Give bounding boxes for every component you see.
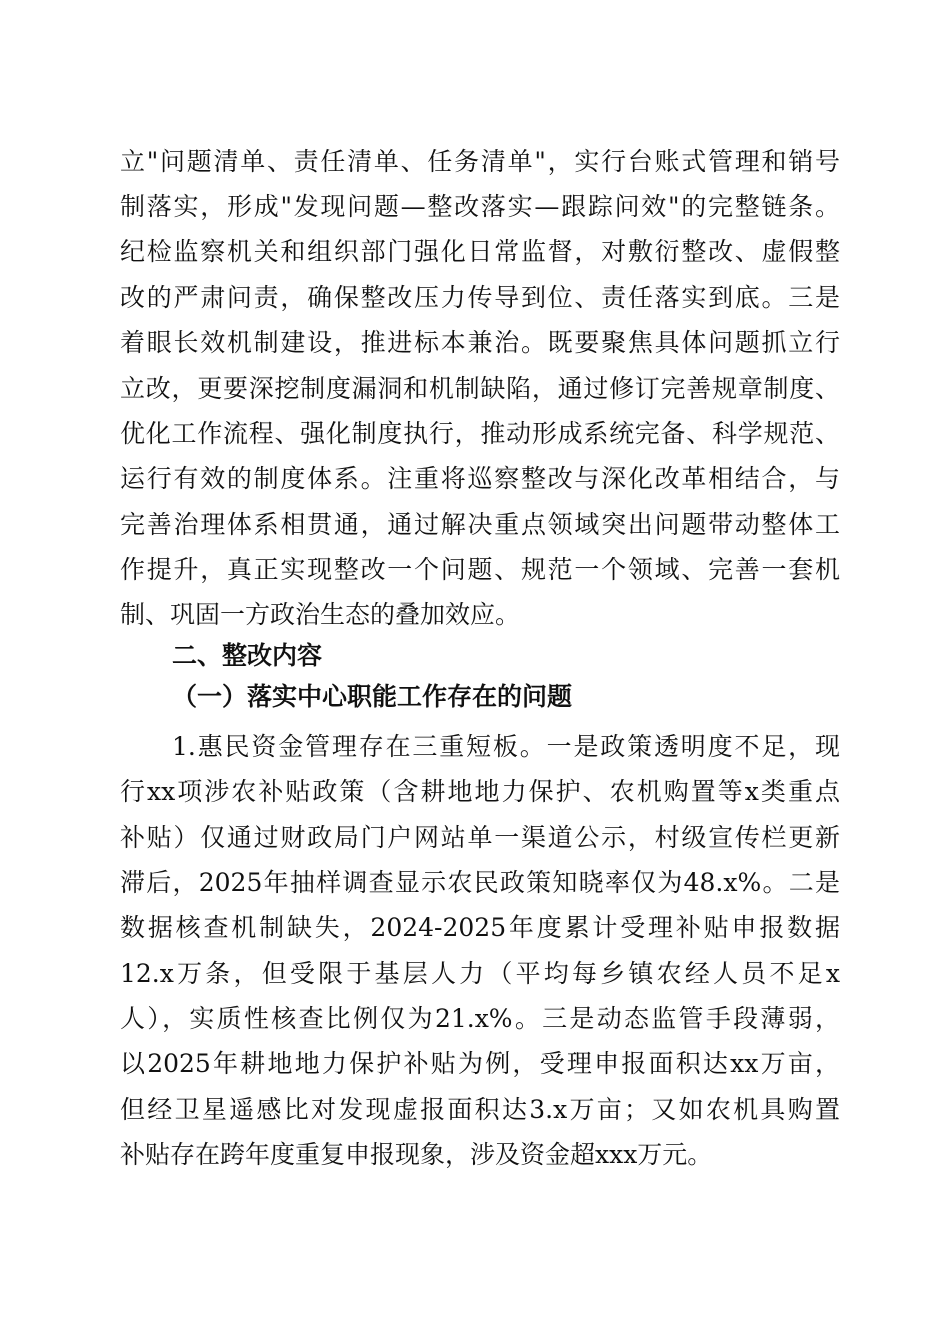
paragraph-2-line-9: 但经卫星遥感比对发现虚报面积达3.x万亩；又如农机具购置 <box>120 1095 840 1124</box>
paragraph-1-line-7: 优化工作流程、强化制度执行，推动形成系统完备、科学规范、 <box>120 419 840 448</box>
paragraph-1-line-5: 着眼长效机制建设，推进标本兼治。既要聚焦具体问题抓立行 <box>120 328 840 357</box>
paragraph-2-line-8: 以2025年耕地地力保护补贴为例，受理申报面积达xx万亩， <box>120 1049 840 1078</box>
paragraph-1-line-3: 纪检监察机关和组织部门强化日常监督，对敷衍整改、虚假整 <box>120 237 840 266</box>
paragraph-2-line-7: 人），实质性核查比例仅为21.x%。三是动态监管手段薄弱， <box>120 1004 840 1033</box>
paragraph-2-line-4: 滞后，2025年抽样调查显示农民政策知晓率仅为48.x%。二是 <box>120 868 840 897</box>
paragraph-1-line-1: 立"问题清单、责任清单、任务清单"，实行台账式管理和销号 <box>120 147 840 176</box>
paragraph-2-line-2: 行xx项涉农补贴政策（含耕地地力保护、农机购置等x类重点 <box>120 777 840 806</box>
paragraph-1-line-4: 改的严肃问责，确保整改压力传导到位、责任落实到底。三是 <box>120 283 840 312</box>
paragraph-1-line-11: 制、巩固一方政治生态的叠加效应。 <box>120 600 521 629</box>
paragraph-1-line-9: 完善治理体系相贯通，通过解决重点领域突出问题带动整体工 <box>120 510 840 539</box>
paragraph-2-line-1: 1.惠民资金管理存在三重短板。一是政策透明度不足，现 <box>172 732 840 761</box>
paragraph-2-line-6: 12.x万条，但受限于基层人力（平均每乡镇农经人员不足x <box>120 959 840 988</box>
paragraph-1-line-10: 作提升，真正实现整改一个问题、规范一个领域、完善一套机 <box>120 555 840 584</box>
paragraph-1-line-8: 运行有效的制度体系。注重将巡察整改与深化改革相结合，与 <box>120 464 840 493</box>
subsection-heading: （一）落实中心职能工作存在的问题 <box>172 682 573 711</box>
paragraph-2-line-3: 补贴）仅通过财政局门户网站单一渠道公示，村级宣传栏更新 <box>120 823 840 852</box>
paragraph-1-line-2: 制落实，形成"发现问题—整改落实—跟踪问效"的完整链条。 <box>120 192 840 221</box>
paragraph-2-line-10: 补贴存在跨年度重复申报现象，涉及资金超xxx万元。 <box>120 1140 713 1169</box>
section-heading: 二、整改内容 <box>172 641 323 670</box>
paragraph-1-line-6: 立改，更要深挖制度漏洞和机制缺陷，通过修订完善规章制度、 <box>120 374 840 403</box>
paragraph-2-line-5: 数据核查机制缺失，2024-2025年度累计受理补贴申报数据 <box>120 913 840 942</box>
